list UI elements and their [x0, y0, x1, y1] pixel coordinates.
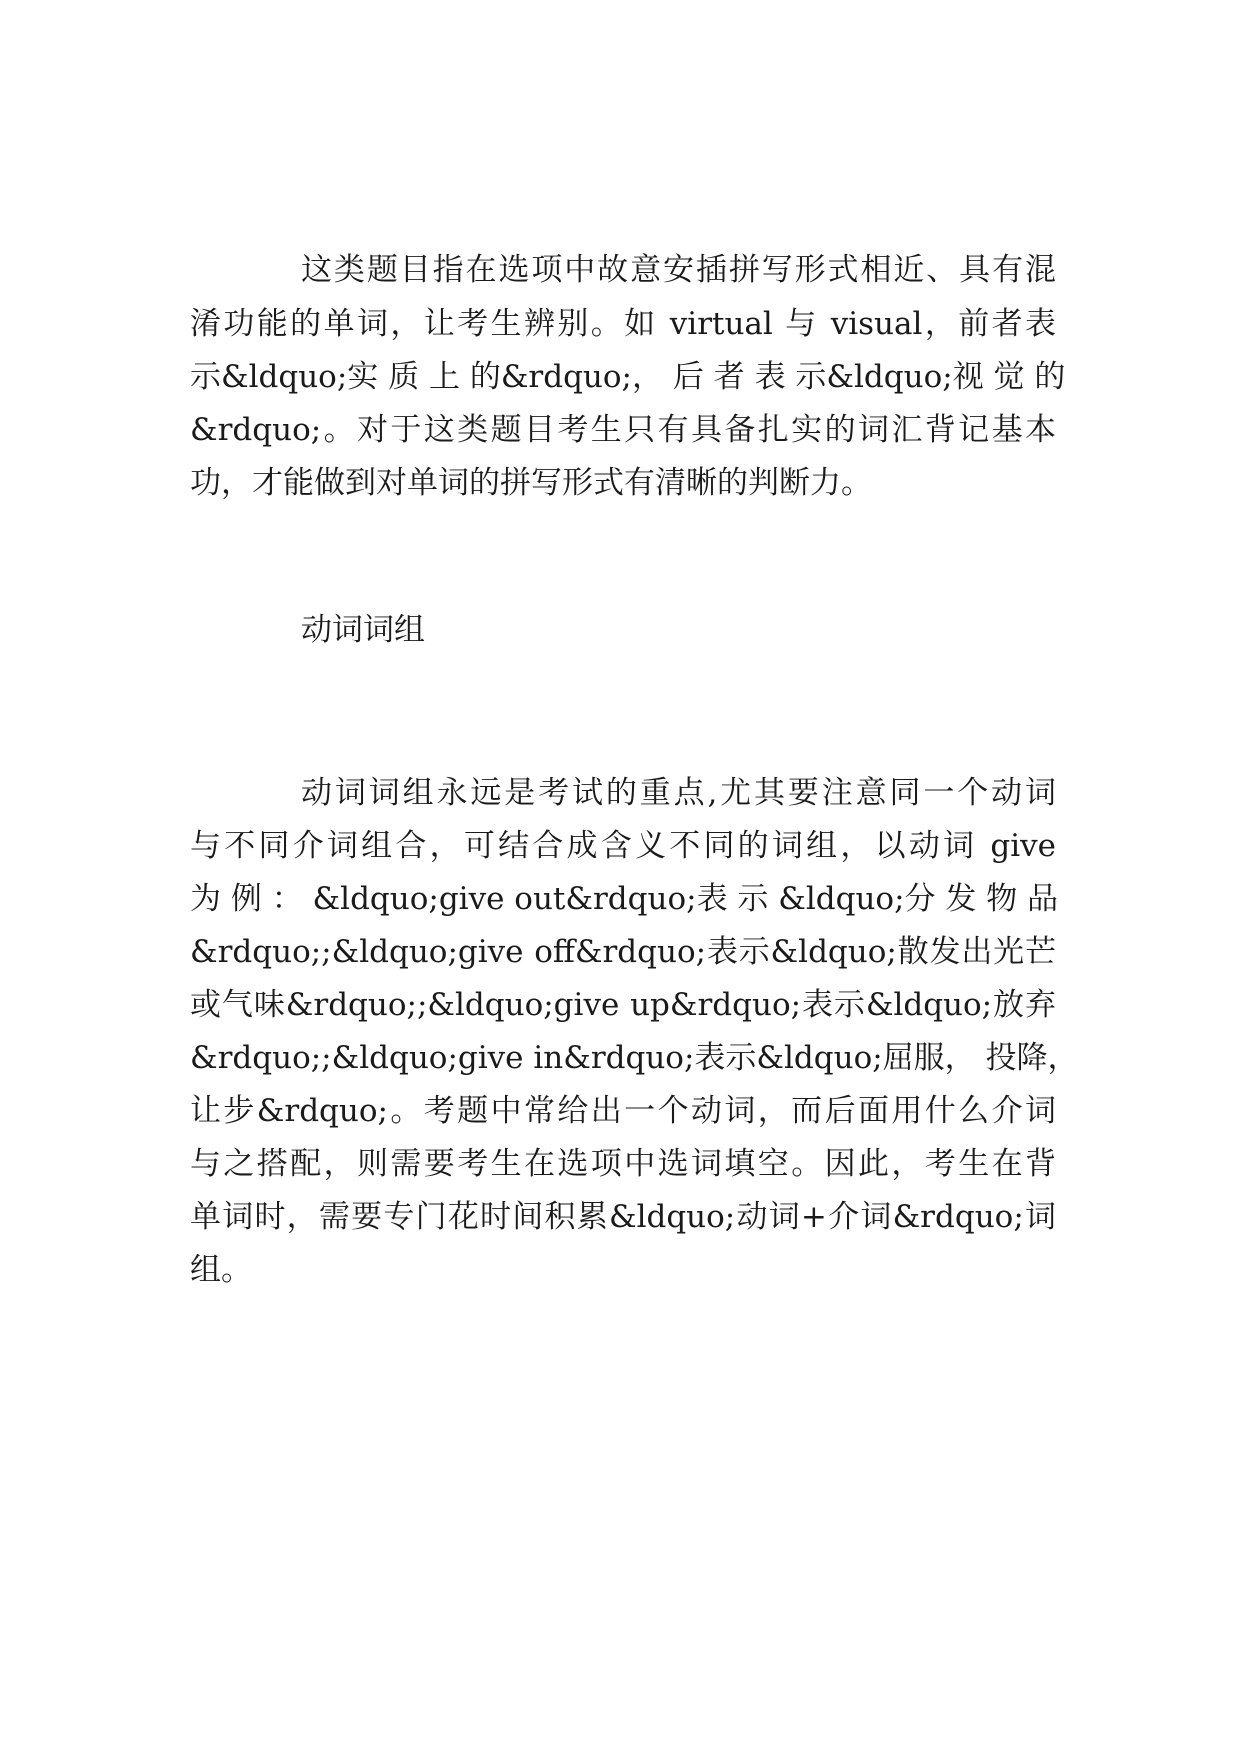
paragraph-2-line: 与不同介词组合，可结合成含义不同的词组，以动词 give [190, 828, 1056, 864]
paragraph-1-line: 示&ldquo;实 质 上 的&rdquo;， 后 者 表 示&ldquo;视 觉 的 [190, 359, 1066, 395]
paragraph-2-line: &rdquo;;&ldquo;give off&rdquo;表示&ldquo;散发出光芒 [190, 934, 1056, 970]
section-heading: 动词词组 [301, 612, 425, 648]
paragraph-1-line: 功，才能做到对单词的拼写形式有清晰的判断力。 [190, 465, 872, 501]
paragraph-2-line: 动词词组永远是考试的重点,尤其要注意同一个动词 [301, 775, 1056, 811]
paragraph-2-line: 与之搭配，则需要考生在选项中选词填空。因此，考生在背 [190, 1146, 1056, 1182]
paragraph-2-line: 或气味&rdquo;;&ldquo;give up&rdquo;表示&ldquo;放弃 [190, 987, 1056, 1023]
paragraph-2-line: 单词时，需要专门花时间积累&ldquo;动词+介词&rdquo;词 [190, 1199, 1056, 1235]
paragraph-2-line: 为 例 ： &ldquo;give out&rdquo;表 示 &ldquo;分 发 物 品 [190, 881, 1059, 917]
paragraph-1-line: 这类题目指在选项中故意安插拼写形式相近、具有混 [301, 252, 1056, 288]
paragraph-2-line: 让步&rdquo;。考题中常给出一个动词，而后面用什么介词 [190, 1093, 1056, 1129]
paragraph-1-line: 淆功能的单词，让考生辨别。如 virtual 与 visual，前者表 [190, 306, 1056, 342]
paragraph-2-line: &rdquo;;&ldquo;give in&rdquo;表示&ldquo;屈服， 投降， [190, 1040, 1079, 1076]
paragraph-1-line: &rdquo;。对于这类题目考生只有具备扎实的词汇背记基本 [190, 412, 1056, 448]
paragraph-2-line: 组。 [190, 1252, 252, 1288]
